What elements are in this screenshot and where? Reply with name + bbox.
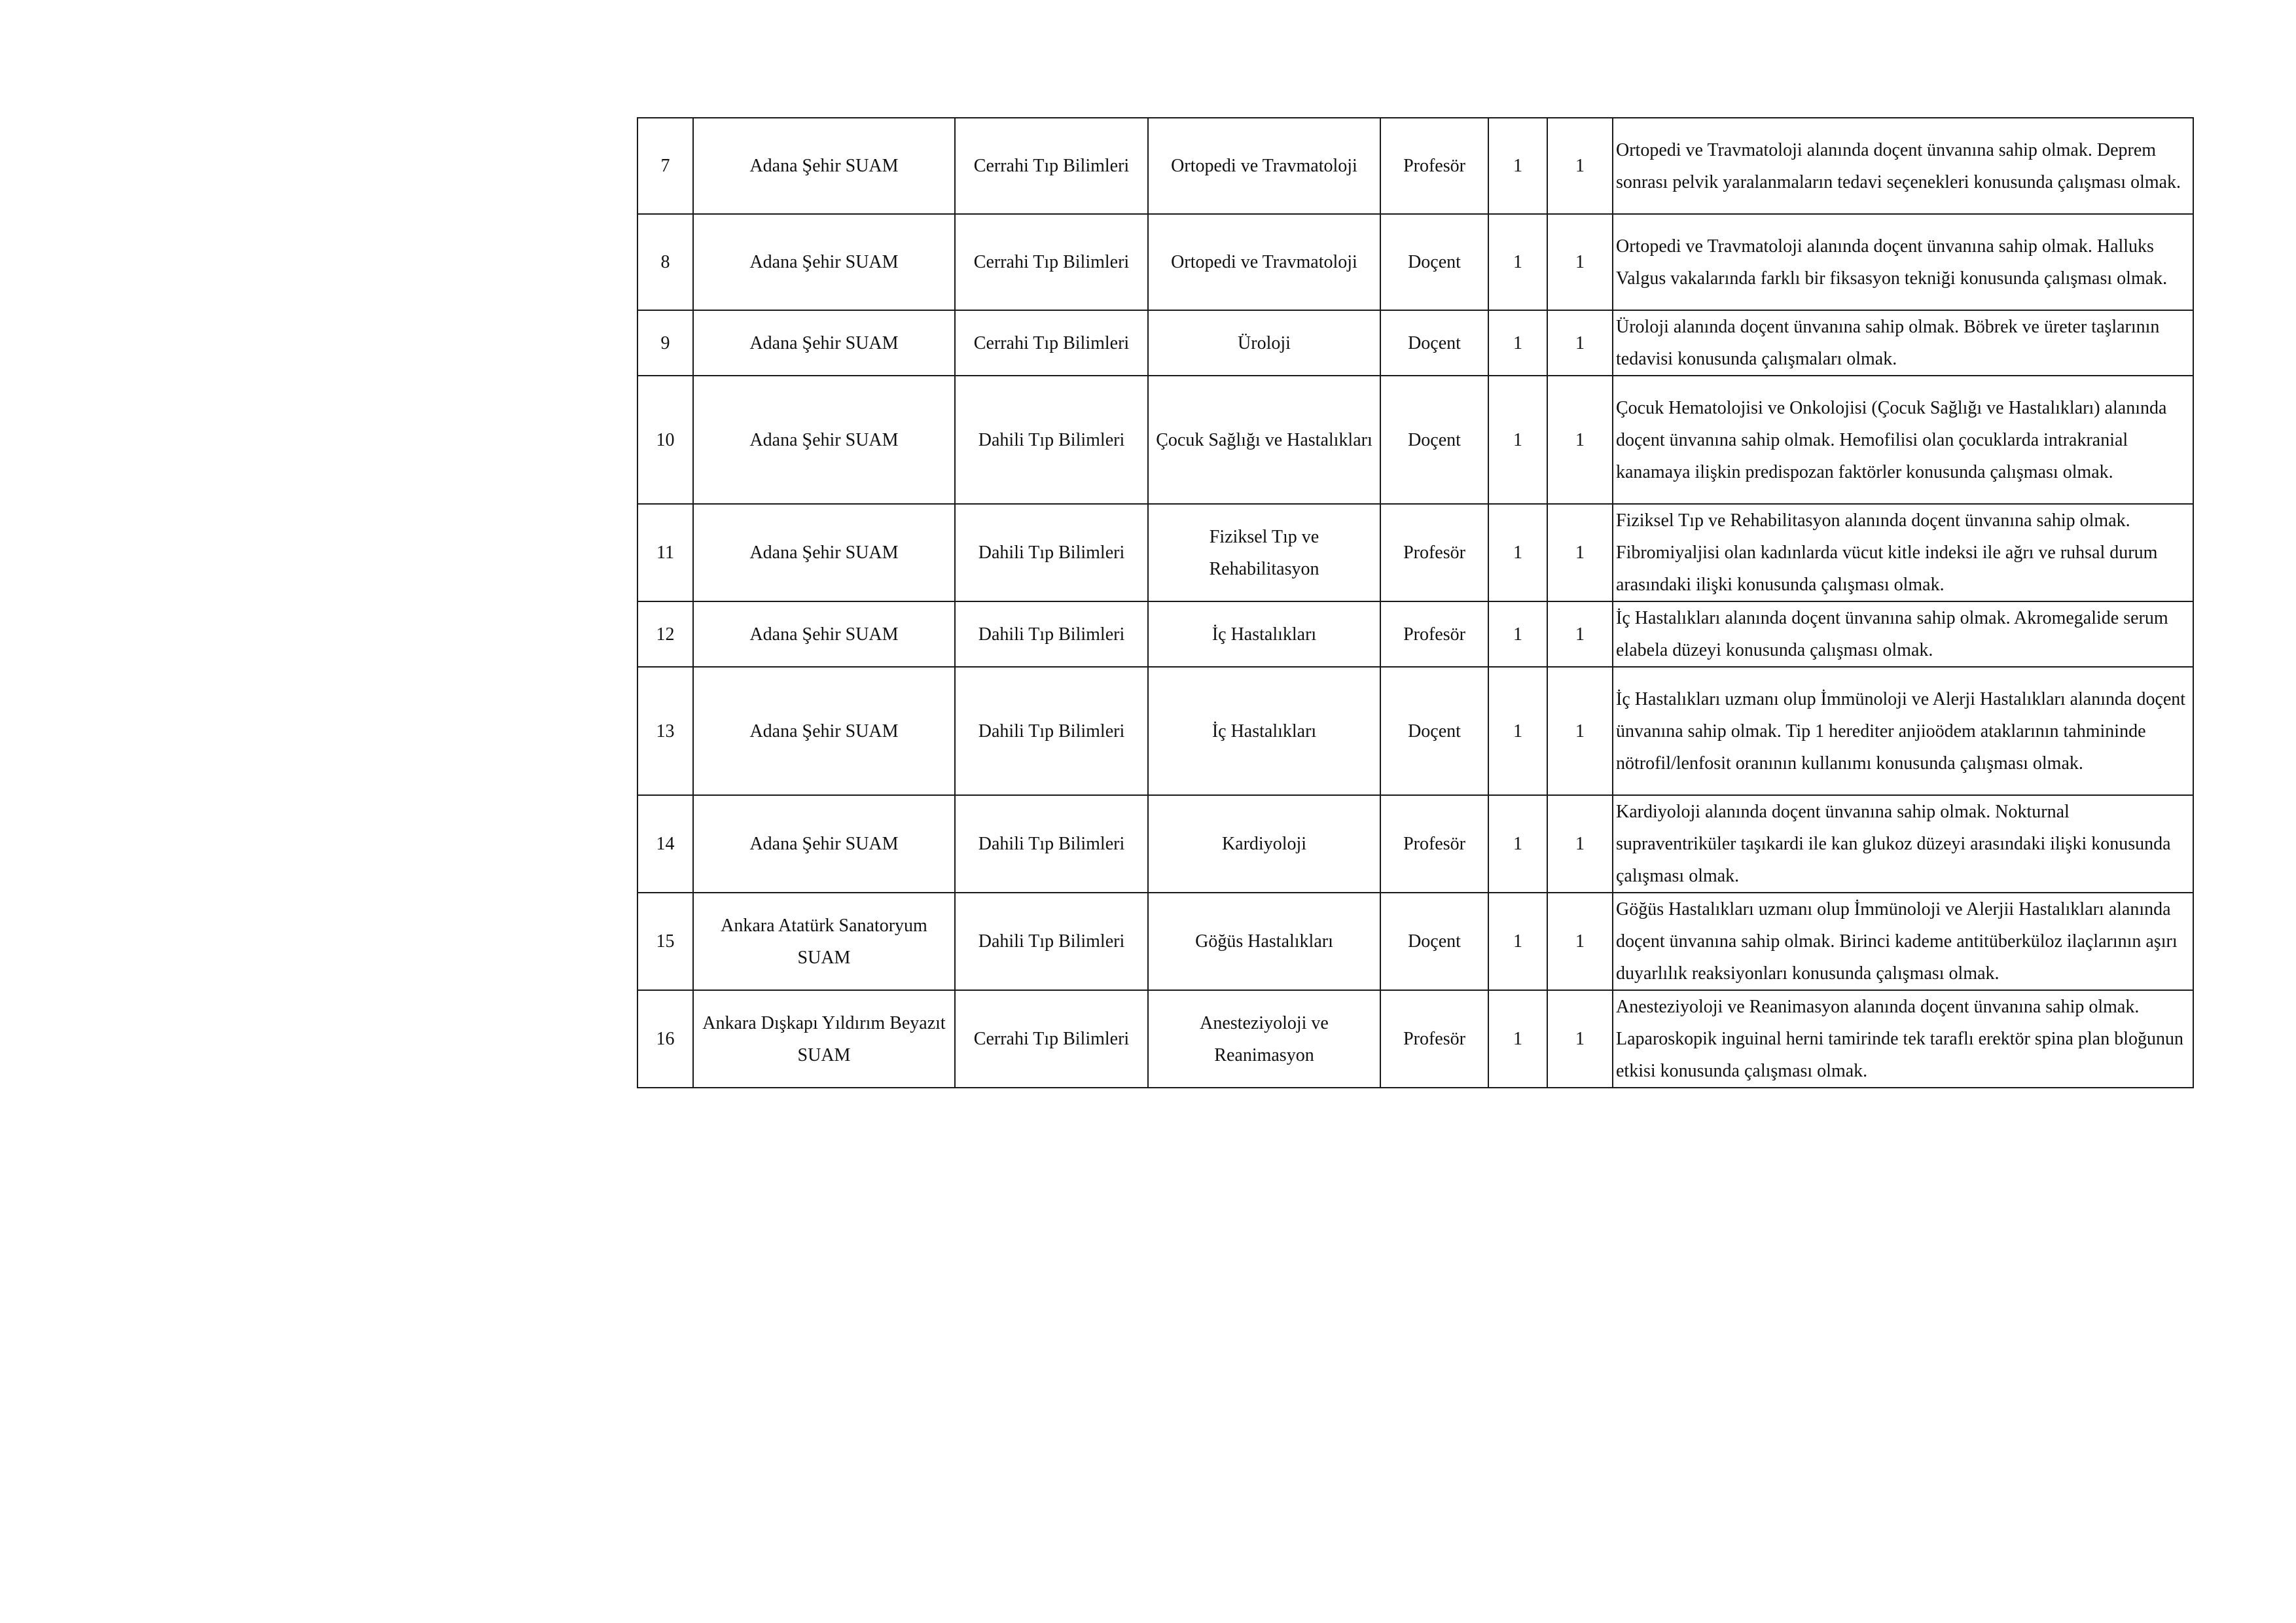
count-a-cell: 1	[1488, 795, 1547, 893]
count-b-cell: 1	[1547, 893, 1613, 990]
institution-cell: Adana Şehir SUAM	[693, 118, 955, 214]
academic-title-cell: Doçent	[1380, 376, 1488, 504]
row-number-cell: 9	[637, 310, 693, 376]
academic-title-cell: Doçent	[1380, 667, 1488, 795]
field-cell: Cerrahi Tıp Bilimleri	[955, 214, 1148, 310]
department-cell: İç Hastalıkları	[1148, 667, 1380, 795]
count-a-cell: 1	[1488, 504, 1547, 601]
count-a-cell: 1	[1488, 601, 1547, 667]
academic-title-cell: Profesör	[1380, 795, 1488, 893]
institution-cell: Ankara Atatürk Sanatoryum SUAM	[693, 893, 955, 990]
table-row	[637, 214, 2193, 310]
count-a-cell: 1	[1488, 310, 1547, 376]
institution-cell: Adana Şehir SUAM	[693, 310, 955, 376]
count-a-cell: 1	[1488, 667, 1547, 795]
table-row	[637, 504, 2193, 601]
count-a-cell: 1	[1488, 214, 1547, 310]
requirement-description-cell: Fiziksel Tıp ve Rehabilitasyon alanında doçent ünvanına sahip olmak. Fibromiyaljisi olan kadınlarda vücut kitle indeksi ile ağrı ve ruhsal durum arasındaki ilişki konusunda çalışması olmak.	[1613, 504, 2193, 601]
row-number-cell: 10	[637, 376, 693, 504]
count-b-cell: 1	[1547, 214, 1613, 310]
row-number-cell: 14	[637, 795, 693, 893]
field-cell: Cerrahi Tıp Bilimleri	[955, 990, 1148, 1088]
table-body	[637, 118, 2193, 1088]
field-cell: Dahili Tıp Bilimleri	[955, 667, 1148, 795]
table-row	[637, 990, 2193, 1088]
institution-cell: Ankara Dışkapı Yıldırım Beyazıt SUAM	[693, 990, 955, 1088]
field-cell: Cerrahi Tıp Bilimleri	[955, 118, 1148, 214]
institution-cell: Adana Şehir SUAM	[693, 667, 955, 795]
department-cell: İç Hastalıkları	[1148, 601, 1380, 667]
table-row	[637, 795, 2193, 893]
row-number-cell: 15	[637, 893, 693, 990]
department-cell: Ortopedi ve Travmatoloji	[1148, 118, 1380, 214]
requirement-description-cell: İç Hastalıkları alanında doçent ünvanına sahip olmak. Akromegalide serum elabela düzeyi konusunda çalışması olmak.	[1613, 601, 2193, 667]
department-cell: Üroloji	[1148, 310, 1380, 376]
department-cell: Anesteziyoloji ve Reanimasyon	[1148, 990, 1380, 1088]
table-row	[637, 118, 2193, 214]
count-a-cell: 1	[1488, 118, 1547, 214]
academic-title-cell: Profesör	[1380, 990, 1488, 1088]
institution-cell: Adana Şehir SUAM	[693, 601, 955, 667]
requirement-description-cell: Kardiyoloji alanında doçent ünvanına sahip olmak. Nokturnal supraventriküler taşıkardi ile kan glukoz düzeyi arasındaki ilişki konusunda çalışması olmak.	[1613, 795, 2193, 893]
field-cell: Dahili Tıp Bilimleri	[955, 376, 1148, 504]
row-number-cell: 12	[637, 601, 693, 667]
requirement-description-cell: Anesteziyoloji ve Reanimasyon alanında doçent ünvanına sahip olmak. Laparoskopik inguinal herni tamirinde tek taraflı erektör spina plan bloğunun etkisi konusunda çalışması olmak.	[1613, 990, 2193, 1088]
academic-title-cell: Profesör	[1380, 601, 1488, 667]
requirement-description-cell: Üroloji alanında doçent ünvanına sahip olmak. Böbrek ve üreter taşlarının tedavisi konusunda çalışmaları olmak.	[1613, 310, 2193, 376]
table-row	[637, 310, 2193, 376]
academic-title-cell: Doçent	[1380, 893, 1488, 990]
department-cell: Ortopedi ve Travmatoloji	[1148, 214, 1380, 310]
count-b-cell: 1	[1547, 376, 1613, 504]
field-cell: Dahili Tıp Bilimleri	[955, 893, 1148, 990]
count-b-cell: 1	[1547, 504, 1613, 601]
academic-title-cell: Profesör	[1380, 504, 1488, 601]
count-a-cell: 1	[1488, 990, 1547, 1088]
count-b-cell: 1	[1547, 667, 1613, 795]
department-cell: Çocuk Sağlığı ve Hastalıkları	[1148, 376, 1380, 504]
requirement-description-cell: Göğüs Hastalıkları uzmanı olup İmmünoloji ve Alerjii Hastalıkları alanında doçent ünvanına sahip olmak. Birinci kademe antitüberküloz ilaçlarının aşırı duyarlılık reaksiyonları konusunda çalışması olmak.	[1613, 893, 2193, 990]
count-a-cell: 1	[1488, 376, 1547, 504]
table-row	[637, 893, 2193, 990]
row-number-cell: 8	[637, 214, 693, 310]
count-b-cell: 1	[1547, 795, 1613, 893]
row-number-cell: 11	[637, 504, 693, 601]
field-cell: Dahili Tıp Bilimleri	[955, 795, 1148, 893]
institution-cell: Adana Şehir SUAM	[693, 504, 955, 601]
requirement-description-cell: Çocuk Hematolojisi ve Onkolojisi (Çocuk Sağlığı ve Hastalıkları) alanında doçent ünvanına sahip olmak. Hemofilisi olan çocuklarda intrakranial kanamaya ilişkin predispozan faktörler konusunda çalışması olmak.	[1613, 376, 2193, 504]
count-b-cell: 1	[1547, 118, 1613, 214]
academic-title-cell: Doçent	[1380, 310, 1488, 376]
field-cell: Cerrahi Tıp Bilimleri	[955, 310, 1148, 376]
table-row	[637, 667, 2193, 795]
institution-cell: Adana Şehir SUAM	[693, 376, 955, 504]
field-cell: Dahili Tıp Bilimleri	[955, 601, 1148, 667]
department-cell: Göğüs Hastalıkları	[1148, 893, 1380, 990]
row-number-cell: 16	[637, 990, 693, 1088]
table-row	[637, 601, 2193, 667]
institution-cell: Adana Şehir SUAM	[693, 795, 955, 893]
academic-title-cell: Doçent	[1380, 214, 1488, 310]
requirement-description-cell: İç Hastalıkları uzmanı olup İmmünoloji ve Alerji Hastalıkları alanında doçent ünvanına sahip olmak. Tip 1 herediter anjioödem ataklarının tahmininde nötrofil/lenfosit oranının kullanımı konusunda çalışması olmak.	[1613, 667, 2193, 795]
department-cell: Fiziksel Tıp ve Rehabilitasyon	[1148, 504, 1380, 601]
row-number-cell: 13	[637, 667, 693, 795]
requirement-description-cell: Ortopedi ve Travmatoloji alanında doçent ünvanına sahip olmak. Halluks Valgus vakalarında farklı bir fiksasyon tekniği konusunda çalışması olmak.	[1613, 214, 2193, 310]
department-cell: Kardiyoloji	[1148, 795, 1380, 893]
count-a-cell: 1	[1488, 893, 1547, 990]
institution-cell: Adana Şehir SUAM	[693, 214, 955, 310]
count-b-cell: 1	[1547, 990, 1613, 1088]
requirement-description-cell: Ortopedi ve Travmatoloji alanında doçent ünvanına sahip olmak. Deprem sonrası pelvik yaralanmaların tedavi seçenekleri konusunda çalışması olmak.	[1613, 118, 2193, 214]
table-row	[637, 376, 2193, 504]
academic-title-cell: Profesör	[1380, 118, 1488, 214]
field-cell: Dahili Tıp Bilimleri	[955, 504, 1148, 601]
positions-table	[637, 117, 2194, 1088]
row-number-cell: 7	[637, 118, 693, 214]
count-b-cell: 1	[1547, 310, 1613, 376]
count-b-cell: 1	[1547, 601, 1613, 667]
